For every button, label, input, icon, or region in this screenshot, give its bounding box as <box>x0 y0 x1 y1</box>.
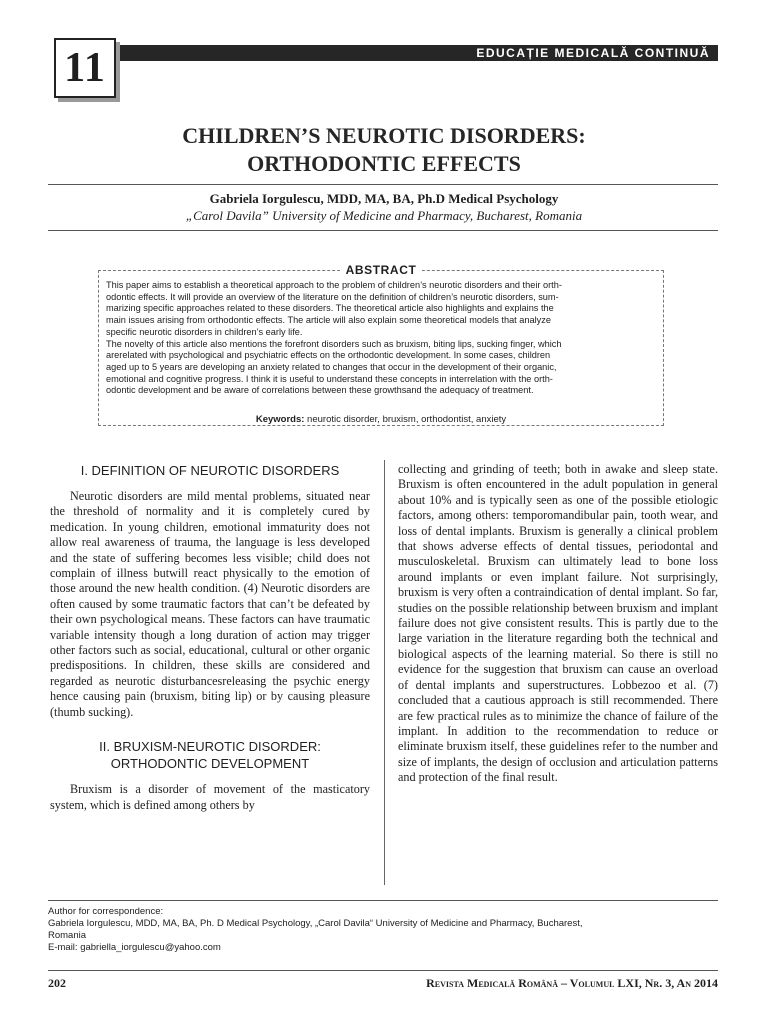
heading-bruxism: II. BRUXISM-NEUROTIC DISORDER: ORTHODONTIC DEVELOPMENT <box>99 739 321 772</box>
definition-paragraph: Neurotic disorders are mild mental problems, situated near the threshold of normality and it is completely cured by medication. In young children, emotional immaturity does not allow real awareness of trauma, the language is less developed and the state of suffering becomes less visible; child does not complain of illness butwill react physically to the emotion of those around the new health condition. (4) Neurotic disorders are often caused by some traumatic factors that can’t be defeated by their own psychological means. These factors can have traumatic variable intensity though a long duration of action may trigger other factors such as social, educational, cultural or other organic predispositions. In children, these skills are considered and regarded as neurotic disturbancesreleasing the psychic energy hence causing pain (bruxism, biting lip) or by causing pleasure (thumb sucking). <box>50 489 370 719</box>
abstract-paragraph-1: This paper aims to establish a theoretical approach to the problem of children’s neurotic disorders and their orth- odontic effects. It will provide an overview of the literature on the definition of children’s neurotic disorders, sum- marizing specific approaches related to these disorders. The theoretical article also highlights and explains the main issues arising from orthodontic effects. The article will also explain some theoretical models that analyze specific neurotic disorders in children’s early life. <box>106 280 562 337</box>
abstract-heading: ABSTRACT <box>98 262 664 278</box>
affiliation-line: „Carol Davila” University of Medicine and Pharmacy, Bucharest, Romania <box>185 208 583 223</box>
author-line: Gabriela Iorgulescu, MDD, MA, BA, Ph.D Medical Psychology <box>209 191 559 206</box>
correspondence-note: Author for correspondence: Gabriela Iorgulescu, MDD, MA, BA, Ph. D Medical Psychology, „Carol Davila“ University of Medicine and Pharmacy, Bucharest, Romania E-mail: gabriella_iorgulescu@yahoo.com <box>48 906 583 953</box>
left-column <box>50 462 370 813</box>
divider-footnote <box>48 900 718 901</box>
divider-top <box>48 184 718 185</box>
bruxism-continued-paragraph: collecting and grinding of teeth; both in awake and sleep state. Bruxism is often encountered in the adult population in general about 10% and is typically seen as one of the possible etiologic factors, among others: temporomandibular pain, tooth wear, and loss of dental implants. Bruxism is generally a clinical problem that shows adverse effects of dental tissues, periodontal and musculoskeletal. Bruxism can ultimately lead to bone loss around implants or even implant failure. Not surprisingly, bruxism is very often a contraindication of dental implant. So far, studies on the possible relationship between bruxism and implant failure does not give consistent results. This is partly due to the large variation in the literature regarding both the technical and biological aspects of the learning material. So there is still no evidence for the suggestion that bruxism can cause an overload of dental implants and superstructures. Lobbezoo et al. (7) concluded that a cautious approach is still recommended. There are few practical rules as to minimize the chance of failure of the implant. In addition to the recommendation to reduce or eliminate bruxism itself, these guidelines refer to the number and size of implants, the design of occlusion and articulation patterns and protection of the final result. <box>398 462 718 785</box>
article-title <box>48 122 720 178</box>
title-line-2: ORTHODONTIC EFFECTS <box>247 151 521 176</box>
divider-footer <box>48 970 718 971</box>
keywords-text: neurotic disorder, bruxism, orthodontist, anxiety <box>304 414 507 425</box>
bruxism-paragraph: Bruxism is a disorder of movement of the masticatory system, which is defined among others by <box>50 782 370 812</box>
abstract-paragraph-2: The novelty of this article also mentions the forefront disorders such as bruxism, biting lips, sucking finger, which arerelated with psychological and psychiatric effects on the orthodontic development. In some cases, children aged up to 5 years are developing an anxiety related to changes that occur in the development of their organic, emotional and cognitive progress. I think it is useful to understand these concepts in interrelation with the orth- odontic development and be aware of correlations between these growthsand the adequacy of treatment. <box>106 338 562 396</box>
column-divider <box>384 460 385 885</box>
heading-definition: I. DEFINITION OF NEUROTIC DISORDERS <box>80 463 340 478</box>
abstract-body <box>106 280 658 397</box>
section-number-box <box>54 38 116 98</box>
section-number: 11 <box>64 45 106 91</box>
keywords-label: Keywords: <box>255 414 305 425</box>
journal-citation: Revista Medicală Română – Volumul LXI, Nr. 3, An 2014 <box>426 976 718 990</box>
section-banner <box>116 45 718 61</box>
keywords <box>98 414 664 426</box>
title-line-1: CHILDREN’S NEUROTIC DISORDERS: <box>182 123 586 148</box>
section-label: EDUCAȚIE MEDICALĂ CONTINUĂ <box>476 46 710 60</box>
right-column <box>398 462 718 786</box>
page-number: 202 <box>48 976 66 990</box>
divider-author <box>48 230 718 231</box>
